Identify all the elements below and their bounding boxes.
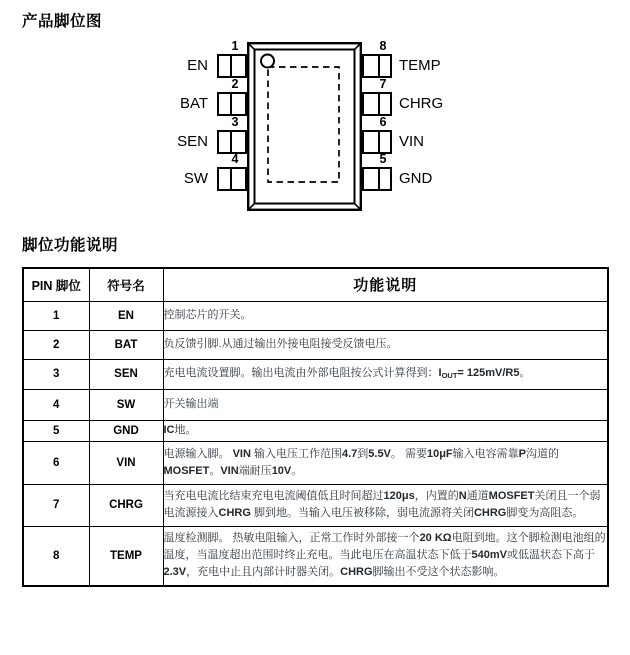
cell-function-description: 负反馈引脚.从通过输出外接电阻接受反馈电压。 bbox=[163, 330, 608, 359]
table-row bbox=[23, 526, 608, 586]
cell-pin-number: 8 bbox=[23, 526, 89, 586]
pin-label: SW bbox=[183, 170, 208, 187]
cell-function-description: 温度检测脚。 热敏电阻输入，正常工作时外部接一个20 KΩ电阻到地。这个脚检测电池组的温度，当温度超出范围时终止充电。当此电压在高温状态下低于540mV或低温状态下高于2.3V，充电中止且内部计时器关闭。CHRG脚输出不受这个状态影响。 bbox=[163, 526, 608, 586]
cell-function-description: 充电电流设置脚。输出电流由外部电阻按公式计算得到：$I_{OUT}= 125mV/R5$。 bbox=[163, 359, 608, 389]
cell-pin-number: 4 bbox=[23, 389, 89, 420]
pin-number: 1 bbox=[231, 39, 239, 53]
table-row bbox=[23, 389, 608, 420]
pin-number: 5 bbox=[379, 152, 387, 166]
pin-number: 4 bbox=[231, 152, 239, 166]
pin-label: VIN bbox=[399, 133, 425, 150]
table-row bbox=[23, 301, 608, 330]
cell-function-description: 控制芯片的开关。 bbox=[163, 301, 608, 330]
cell-symbol: VIN bbox=[89, 441, 163, 484]
cell-pin-number: 1 bbox=[23, 301, 89, 330]
cell-pin-number: 5 bbox=[23, 420, 89, 441]
pin-label: CHRG bbox=[399, 95, 444, 112]
pin-label: SEN bbox=[177, 133, 208, 150]
chip-package-drawing bbox=[0, 0, 630, 232]
pin-number: 6 bbox=[379, 115, 387, 129]
pin-label: EN bbox=[187, 57, 208, 74]
section-title-pinout: 产品脚位图 bbox=[22, 13, 103, 30]
cell-pin-number: 6 bbox=[23, 441, 89, 484]
pin-function-table bbox=[22, 267, 609, 587]
cell-function-description: IC地。 bbox=[163, 420, 608, 441]
header-symbol: 符号名 bbox=[89, 268, 163, 301]
pin-number: 2 bbox=[231, 77, 239, 91]
section-title-functions: 脚位功能说明 bbox=[22, 237, 119, 254]
pin-number: 8 bbox=[379, 39, 387, 53]
cell-symbol: CHRG bbox=[89, 484, 163, 526]
table-row bbox=[23, 441, 608, 484]
pin-number: 7 bbox=[379, 77, 387, 91]
cell-symbol: BAT bbox=[89, 330, 163, 359]
table-row bbox=[23, 330, 608, 359]
cell-pin-number: 2 bbox=[23, 330, 89, 359]
table-row bbox=[23, 359, 608, 389]
pinout-diagram bbox=[0, 0, 630, 232]
header-pin: PIN 脚位 bbox=[23, 268, 89, 301]
cell-symbol: TEMP bbox=[89, 526, 163, 586]
table-row bbox=[23, 420, 608, 441]
cell-symbol: SEN bbox=[89, 359, 163, 389]
cell-pin-number: 3 bbox=[23, 359, 89, 389]
chip-body-outer bbox=[248, 43, 361, 210]
cell-function-description: 电源输入脚。 VIN 输入电压工作范围4.7到5.5V。 需要10μF输入电容需靠P沟道的MOSFET。VIN端耐压10V。 bbox=[163, 441, 608, 484]
pin-label: TEMP bbox=[399, 57, 441, 74]
pin-label: GND bbox=[399, 170, 433, 187]
cell-function-description: 开关输出端 bbox=[163, 389, 608, 420]
cell-symbol: GND bbox=[89, 420, 163, 441]
header-function: 功能说明 bbox=[163, 268, 608, 301]
table-row bbox=[23, 484, 608, 526]
table-header-row bbox=[23, 268, 608, 301]
pin-label: BAT bbox=[179, 95, 208, 112]
pin1-marker-icon bbox=[261, 55, 274, 68]
cell-pin-number: 7 bbox=[23, 484, 89, 526]
pin-number: 3 bbox=[231, 115, 239, 129]
cell-symbol: SW bbox=[89, 389, 163, 420]
cell-symbol: EN bbox=[89, 301, 163, 330]
cell-function-description: 当充电电流比结束充电电流阈值低且时间超过120μs，内置的N通道MOSFET关闭且一个弱电流源接入CHRG 脚到地。当输入电压被移除，弱电流源将关闭CHRG脚变为高阻态。 bbox=[163, 484, 608, 526]
